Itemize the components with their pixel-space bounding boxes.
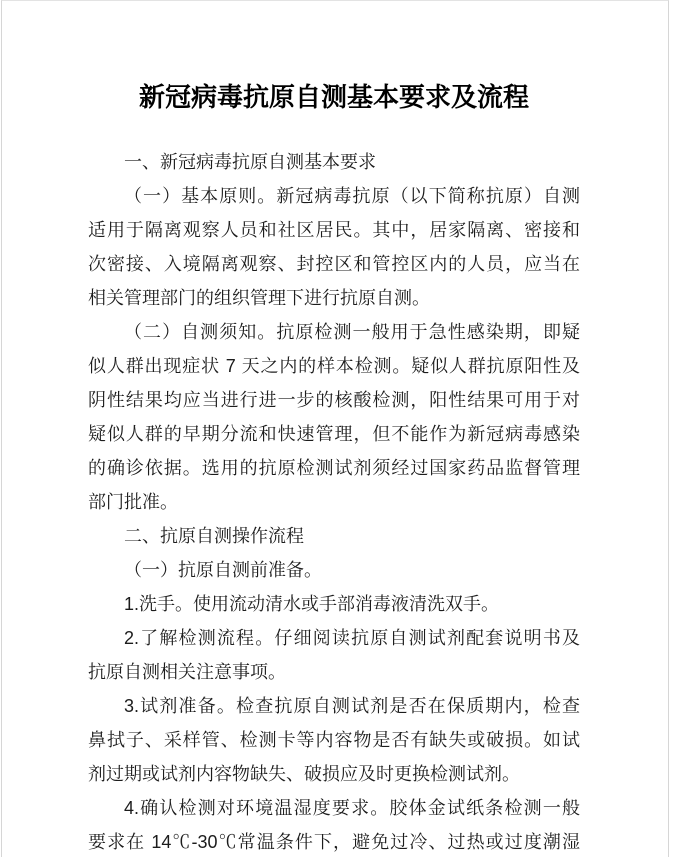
text-line: 似人群出现症状 7 天之内的样本检测。疑似人群抗原阳性及 xyxy=(88,356,580,376)
document-body xyxy=(88,145,580,859)
text-line: 部门批准。 xyxy=(88,492,178,512)
text-line: 阴性结果均应当进行进一步的核酸检测，阳性结果可用于对 xyxy=(88,390,580,410)
text-line: 二、抗原自测操作流程 xyxy=(124,526,304,546)
paragraph xyxy=(88,179,580,315)
text-line: 相关管理部门的组织管理下进行抗原自测。 xyxy=(88,288,430,308)
text-line: 剂过期或试剂内容物缺失、破损应及时更换检测试剂。 xyxy=(88,764,520,784)
text-line: 1.洗手。使用流动清水或手部消毒液清洗双手。 xyxy=(124,594,500,614)
text-line: 的确诊依据。选用的抗原检测试剂须经过国家药品监督管理 xyxy=(88,458,580,478)
text-line: 次密接、入境隔离观察、封控区和管控区内的人员，应当在 xyxy=(88,254,580,274)
text-line: 一、新冠病毒抗原自测基本要求 xyxy=(124,152,376,172)
paragraph xyxy=(88,553,580,587)
text-line: （一）抗原自测前准备。 xyxy=(124,560,322,580)
document-page xyxy=(1,0,669,857)
paragraph xyxy=(88,621,580,689)
text-line: 4.确认检测对环境温湿度要求。胶体金试纸条检测一般 xyxy=(124,798,580,818)
paragraph xyxy=(88,315,580,519)
text-line: 3.试剂准备。检查抗原自测试剂是否在保质期内，检查 xyxy=(124,696,580,716)
text-line: 2.了解检测流程。仔细阅读抗原自测试剂配套说明书及 xyxy=(124,628,580,648)
paragraph xyxy=(88,689,580,791)
text-line: 鼻拭子、采样管、检测卡等内容物是否有缺失或破损。如试 xyxy=(88,730,580,750)
text-line: 适用于隔离观察人员和社区居民。其中，居家隔离、密接和 xyxy=(88,220,580,240)
paragraph xyxy=(88,519,580,553)
text-line: （二）自测须知。抗原检测一般用于急性感染期，即疑 xyxy=(124,322,580,342)
text-line: 抗原自测相关注意事项。 xyxy=(88,662,286,682)
paragraph xyxy=(88,587,580,621)
document-title: 新冠病毒抗原自测基本要求及流程 xyxy=(138,83,529,112)
text-line: （一）基本原则。新冠病毒抗原（以下简称抗原）自测 xyxy=(124,186,580,206)
text-line: 要求在 14℃-30℃常温条件下，避免过冷、过热或过度潮湿 xyxy=(88,832,580,852)
paragraph xyxy=(88,791,580,859)
text-line: 疑似人群的早期分流和快速管理，但不能作为新冠病毒感染 xyxy=(88,424,580,444)
paragraph xyxy=(88,145,580,179)
